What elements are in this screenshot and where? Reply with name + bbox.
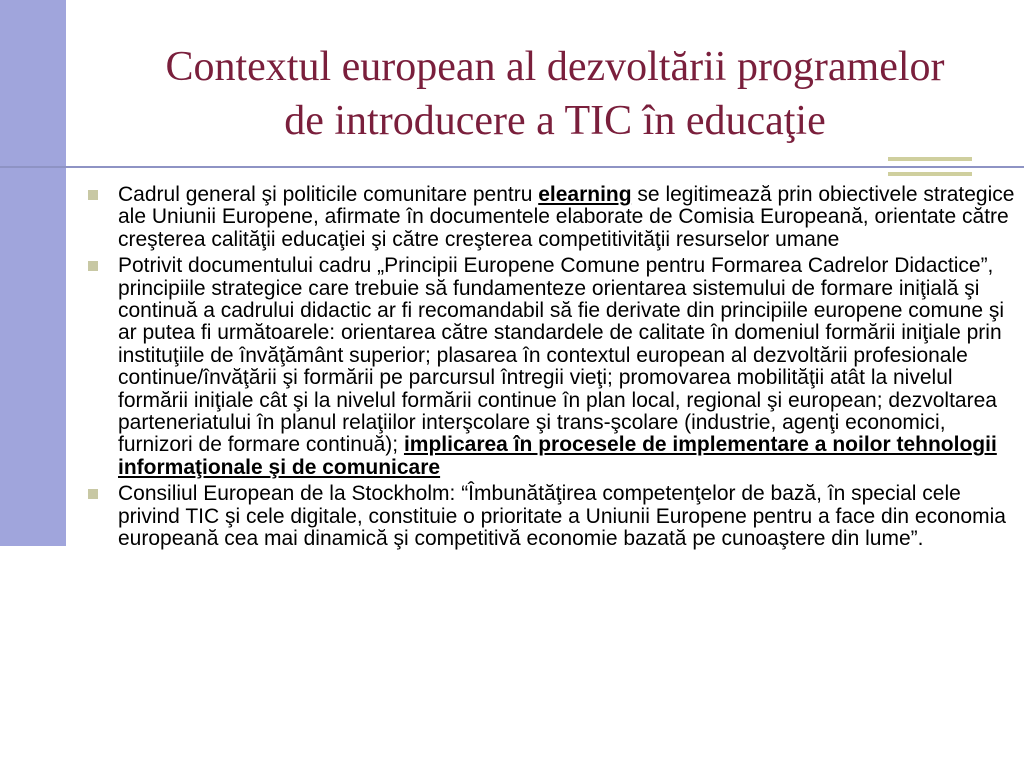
- title-line-1: Contextul european al dezvoltării programelor: [165, 44, 945, 90]
- title-divider: [0, 166, 1024, 168]
- square-bullet-icon: [88, 261, 98, 271]
- square-bullet-icon: [88, 190, 98, 200]
- title-line-2: de introducere a TIC în educaţie: [284, 98, 826, 144]
- bullet-item: Cadrul general şi politicile comunitare pentru elearning se legitimează prin obiectivele strategice ale Uniunii Europene, afirmate în documentele elaborate de Comisia Europeană, orientate către creşterea calităţii educaţiei şi către creşterea competitivităţii resurselor umane: [86, 184, 1016, 251]
- divider-accent-stripe: [888, 157, 972, 161]
- bullet-item: Consiliul European de la Stockholm: “Îmbunătăţirea competenţelor de bază, în special cele privind TIC şi cele digitale, constituie o prioritate a Uniunii Europene pentru a face din economia europeană cea mai dinamică şi competitivă economie bazată pe cunoaştere din lume”.: [86, 483, 1016, 550]
- bullet-item: Potrivit documentului cadru „Principii Europene Comune pentru Formarea Cadrelor Didactice”, principiile strategice care trebuie să fundamenteze orientarea sistemului de formare iniţială şi continuă a cadrului didactic ar fi recomandabil să fie derivate din principiile europene comune şi ar putea fi următoarele: orientarea către standardele de calitate în domeniul formării iniţiale prin instituţiile de învăţământ superior; plasarea în contextul european al dezvoltării profesionale continue/învăţării şi formării pe parcursul întregii vieţi; promovarea mobilităţii atât la nivelul formării iniţiale cât şi la nivelul formării continue în plan local, regional şi european; dezvoltarea parteneriatului în planul relaţiilor interşcolare şi trans-şcolare (industrie, agenţi economici, furnizori de formare continuă); implicarea în procesele de implementare a noilor tehnologii informaţionale şi de comunicare: [86, 255, 1016, 479]
- slide-title: [76, 40, 1024, 148]
- left-decorative-bar: [0, 0, 66, 546]
- ict-implementation-link[interactable]: implicarea în procesele de implementare a noilor tehnologii informaţionale şi de comunicare: [118, 433, 997, 479]
- divider-accent-stripe: [888, 172, 972, 176]
- elearning-link[interactable]: elearning: [538, 183, 632, 206]
- bullet-list: [86, 184, 1016, 555]
- square-bullet-icon: [88, 489, 98, 499]
